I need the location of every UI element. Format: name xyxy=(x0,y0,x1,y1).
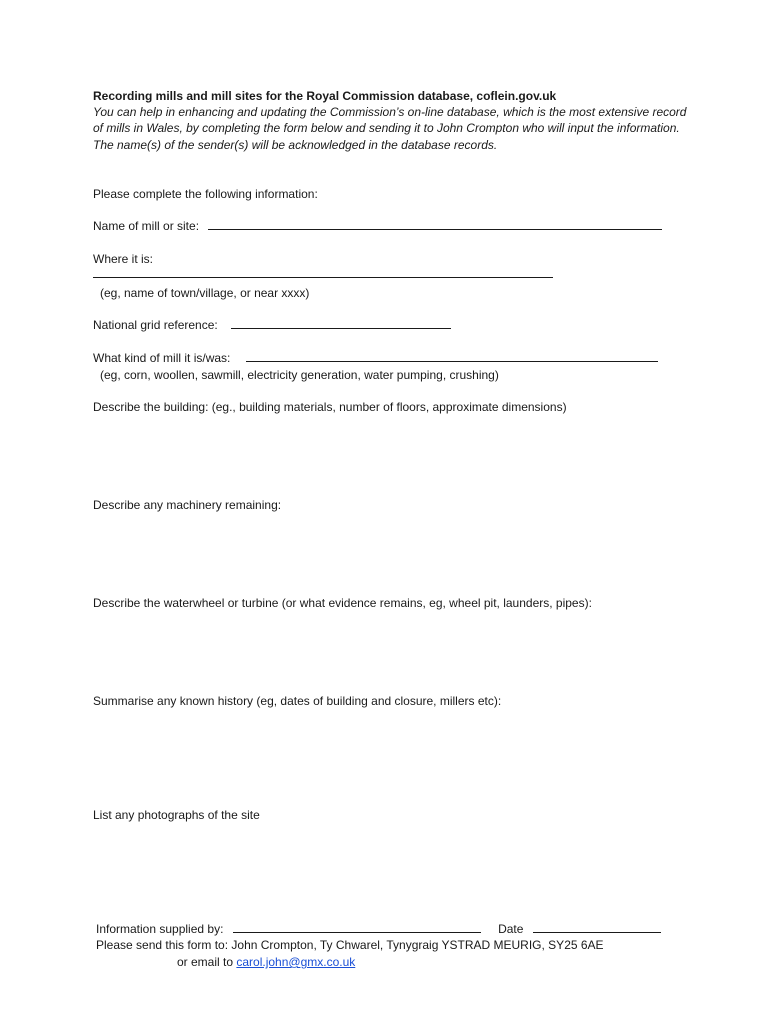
location-label: Where it is: xyxy=(93,252,154,266)
photos-prompt: List any photographs of the site xyxy=(93,808,260,822)
form-title: Recording mills and mill sites for the Royal Commission database, coflein.gov.uk xyxy=(93,89,557,103)
mill-kind-field[interactable] xyxy=(246,350,658,362)
machinery-prompt: Describe any machinery remaining: xyxy=(93,498,282,512)
mill-name-field[interactable] xyxy=(208,218,662,230)
supplied-by-field[interactable] xyxy=(233,921,481,933)
supplied-by-label: Information supplied by: xyxy=(96,922,224,936)
grid-ref-row xyxy=(93,317,451,333)
instruction-text: Please complete the following information: xyxy=(93,187,318,201)
mill-kind-label: What kind of mill it is/was: xyxy=(93,351,231,365)
location-row xyxy=(93,266,553,282)
email-row xyxy=(177,954,355,970)
grid-ref-label: National grid reference: xyxy=(93,318,218,332)
intro-paragraph: You can help in enhancing and updating the Commission’s on-line database, which is the most extensive record of mills in Wales, by completing the form below and sending it to John Crompton who will input the information. The name(s) of the sender(s) will be acknowledged in the database records. xyxy=(93,105,687,152)
date-label: Date xyxy=(498,922,524,936)
email-link[interactable]: carol.john@gmx.co.uk xyxy=(236,955,356,969)
grid-ref-field[interactable] xyxy=(231,317,451,329)
mill-name-label: Name of mill or site: xyxy=(93,219,200,233)
email-prefix: or email to xyxy=(177,955,234,969)
waterwheel-prompt: Describe the waterwheel or turbine (or what evidence remains, eg, wheel pit, launders, pipes): xyxy=(93,596,592,610)
supplied-by-row xyxy=(96,921,661,937)
history-prompt: Summarise any known history (eg, dates of building and closure, millers etc): xyxy=(93,694,502,708)
building-prompt: Describe the building: (eg., building materials, number of floors, approximate dimensions) xyxy=(93,400,567,414)
location-hint: (eg, name of town/village, or near xxxx) xyxy=(100,286,310,300)
mill-kind-row xyxy=(93,350,658,366)
mill-kind-hint: (eg, corn, woollen, sawmill, electricity generation, water pumping, crushing) xyxy=(100,368,499,382)
mill-name-row xyxy=(93,218,662,234)
date-field[interactable] xyxy=(533,921,661,933)
location-field[interactable] xyxy=(93,266,553,278)
send-instructions: Please send this form to: John Crompton, Ty Chwarel, Tynygraig YSTRAD MEURIG, SY25 6AE xyxy=(96,938,604,952)
